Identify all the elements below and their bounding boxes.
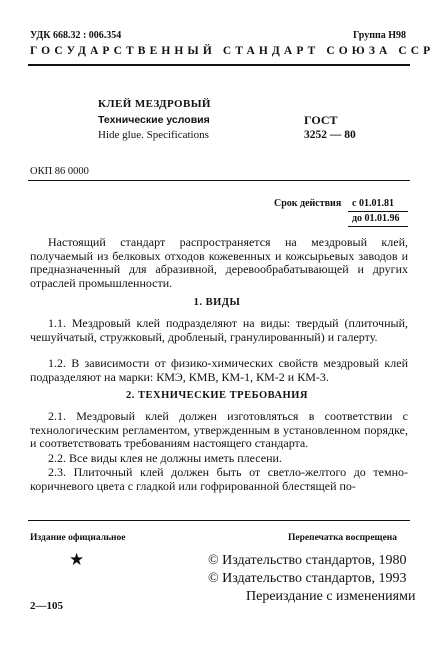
validity-from: с 01.01.81 [352, 198, 394, 209]
reprint-prohibited: Перепечатка воспрещена [288, 533, 398, 543]
state-standard-title: ГОСУДАРСТВЕННЫЙ СТАНДАРТ СОЮЗА ССР [30, 45, 434, 57]
udk-code: УДК 668.32 : 006.354 [30, 30, 122, 41]
copyright-1980: © Издательство стандартов, 1980 [208, 553, 407, 568]
standard-name: КЛЕЙ МЕЗДРОВЫЙ [98, 98, 211, 110]
validity-to: до 01.01.96 [352, 213, 400, 224]
paragraph-1-2: 1.2. В зависимости от физико-химических свойств мездровый клей подразделяют на марки: КМЭ, КМВ, КМ-1, КМ-2 и КМ-3. [30, 356, 408, 384]
section-1-heading: 1. ВИДЫ [193, 297, 241, 308]
gost-label: ГОСТ [304, 113, 338, 127]
standard-name-english: Hide glue. Specifications [98, 129, 209, 141]
standard-subtitle: Технические условия [98, 114, 210, 126]
group-code: Группа Н98 [353, 30, 406, 41]
gost-number: 3252 — 80 [304, 129, 356, 141]
copyright-1993: © Издательство стандартов, 1993 [208, 571, 407, 586]
okp-code: ОКП 86 0000 [30, 166, 89, 177]
validity-label: Срок действия [274, 198, 342, 209]
page-code: 2—105 [30, 600, 63, 612]
reissue-note: Переиздание с изменениями [246, 589, 416, 604]
paragraph-1-1: 1.1. Мездровый клей подразделяют на виды: твердый (плиточный, чешуйчатый, стружковый, дробленый, гранулированный) и галерту. [30, 316, 408, 344]
okp-rule [28, 180, 410, 181]
paragraph-2-2: 2.2. Все виды клея не должны иметь плесени. [48, 451, 282, 465]
validity-rule [348, 211, 408, 212]
footer-rule [28, 520, 410, 521]
star-icon: ★ [69, 550, 85, 569]
official-edition: Издание официальное [30, 533, 126, 543]
validity-rule-bottom [348, 226, 408, 227]
section-2-heading: 2. ТЕХНИЧЕСКИЕ ТРЕБОВАНИЯ [126, 390, 308, 401]
paragraph-2-1: 2.1. Мездровый клей должен изготовляться в соответствии с технологическим регламентом, утвержденным в установленном порядке, и соответствовать требованиям настоящего стандарта. [30, 409, 408, 450]
intro-paragraph: Настоящий стандарт распространяется на мездровый клей, получаемый из белковых отходов кожевенных и кожсырьевых заводов и предназначенный для абразивной, деревообрабатывающей и других отраслей промышленности. [30, 235, 408, 290]
header-rule [28, 64, 410, 66]
paragraph-2-3: 2.3. Плиточный клей должен быть от светло-желтого до темно-коричневого цвета с гладкой или гофрированной блестящей по- [30, 465, 408, 493]
